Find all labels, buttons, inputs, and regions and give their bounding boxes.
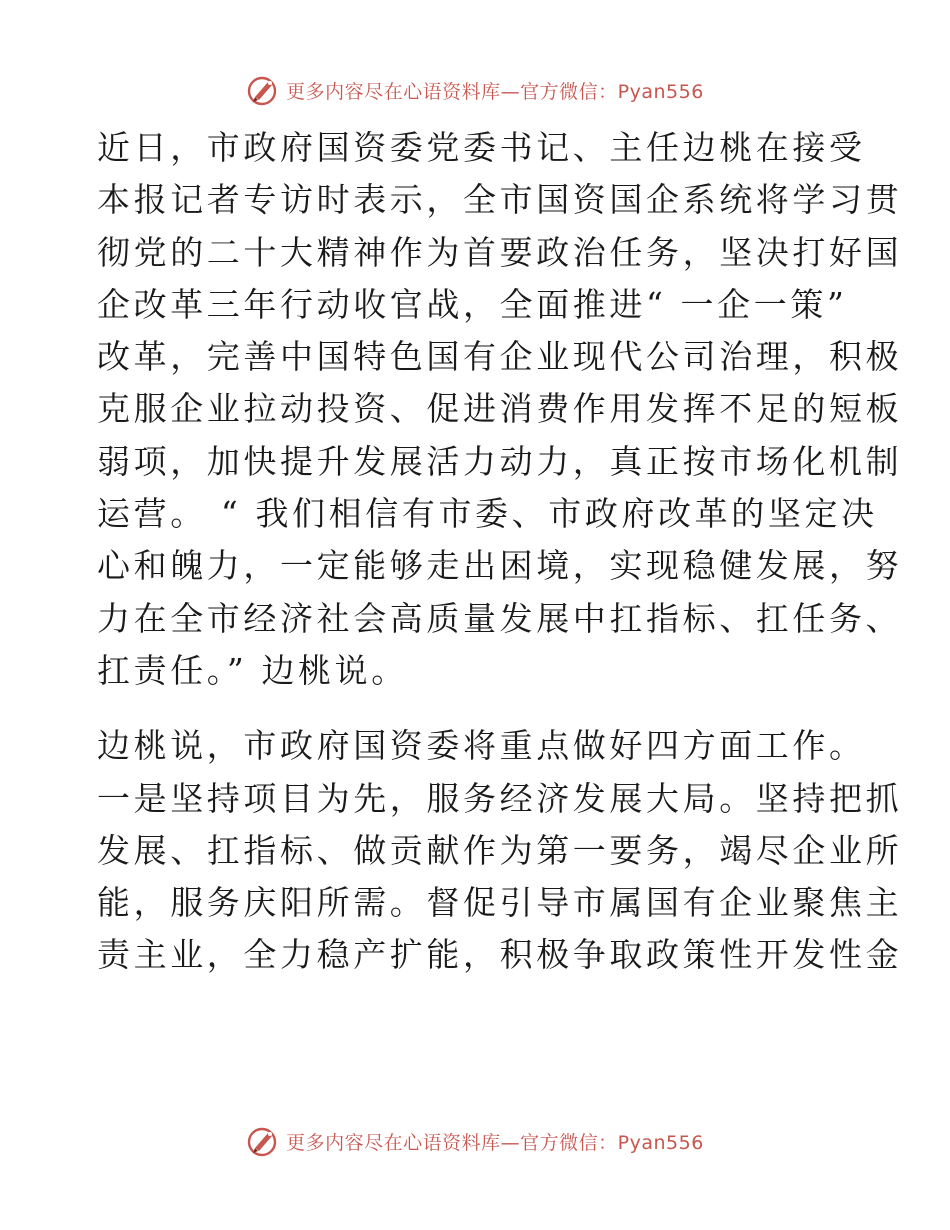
text-line: 近日，市政府国资委党委书记、主任边桃在接受 xyxy=(97,128,866,167)
watermark-text: 更多内容尽在心语资料库—官方微信：Pyan556 xyxy=(286,1131,704,1154)
paragraph-1 xyxy=(97,122,903,697)
text-line: 一是坚持项目为先，服务经济发展大局。坚持把抓 xyxy=(97,778,903,818)
footer-watermark xyxy=(0,1121,950,1161)
text-line: 改革，完善中国特色国有企业现代公司治理，积极 xyxy=(97,337,903,377)
text-line: 边桃说，市政府国资委将重点做好四方面工作。 xyxy=(97,726,866,766)
text-line: 运营。 “ 我们相信有市委、市政府改革的坚定决 xyxy=(97,494,878,534)
text-line: 企改革三年行动收官战，全面推进“ 一企一策” xyxy=(97,284,848,324)
watermark-text: 更多内容尽在心语资料库—官方微信：Pyan556 xyxy=(286,80,704,103)
text-line: 本报记者专访时表示，全市国资国企系统将学习贯 xyxy=(97,180,903,220)
text-line: 发展、扛指标、做贡献作为第一要务，竭尽企业所 xyxy=(97,830,903,870)
text-line: 克服企业拉动投资、促进消费作用发挥不足的短板 xyxy=(97,389,903,429)
text-line: 扛责任。” 边桃说。 xyxy=(97,650,408,690)
text-line: 力在全市经济社会高质量发展中扛指标、扛任务、 xyxy=(97,598,903,638)
text-line: 能，服务庆阳所需。督促引导市属国有企业聚焦主 xyxy=(97,883,903,923)
paragraph-2 xyxy=(97,720,903,981)
text-line: 责主业，全力稳产扩能，积极争取政策性开发性金 xyxy=(97,935,903,975)
header-watermark xyxy=(0,70,950,110)
text-line: 心和魄力，一定能够走出困境，实现稳健发展，努 xyxy=(97,546,903,586)
article-body xyxy=(97,122,903,982)
pen-logo-icon xyxy=(246,1124,280,1158)
pen-logo-icon xyxy=(246,73,280,107)
text-line: 彻党的二十大精神作为首要政治任务，坚决打好国 xyxy=(97,232,903,272)
text-line: 弱项，加快提升发展活力动力，真正按市场化机制 xyxy=(97,441,903,481)
